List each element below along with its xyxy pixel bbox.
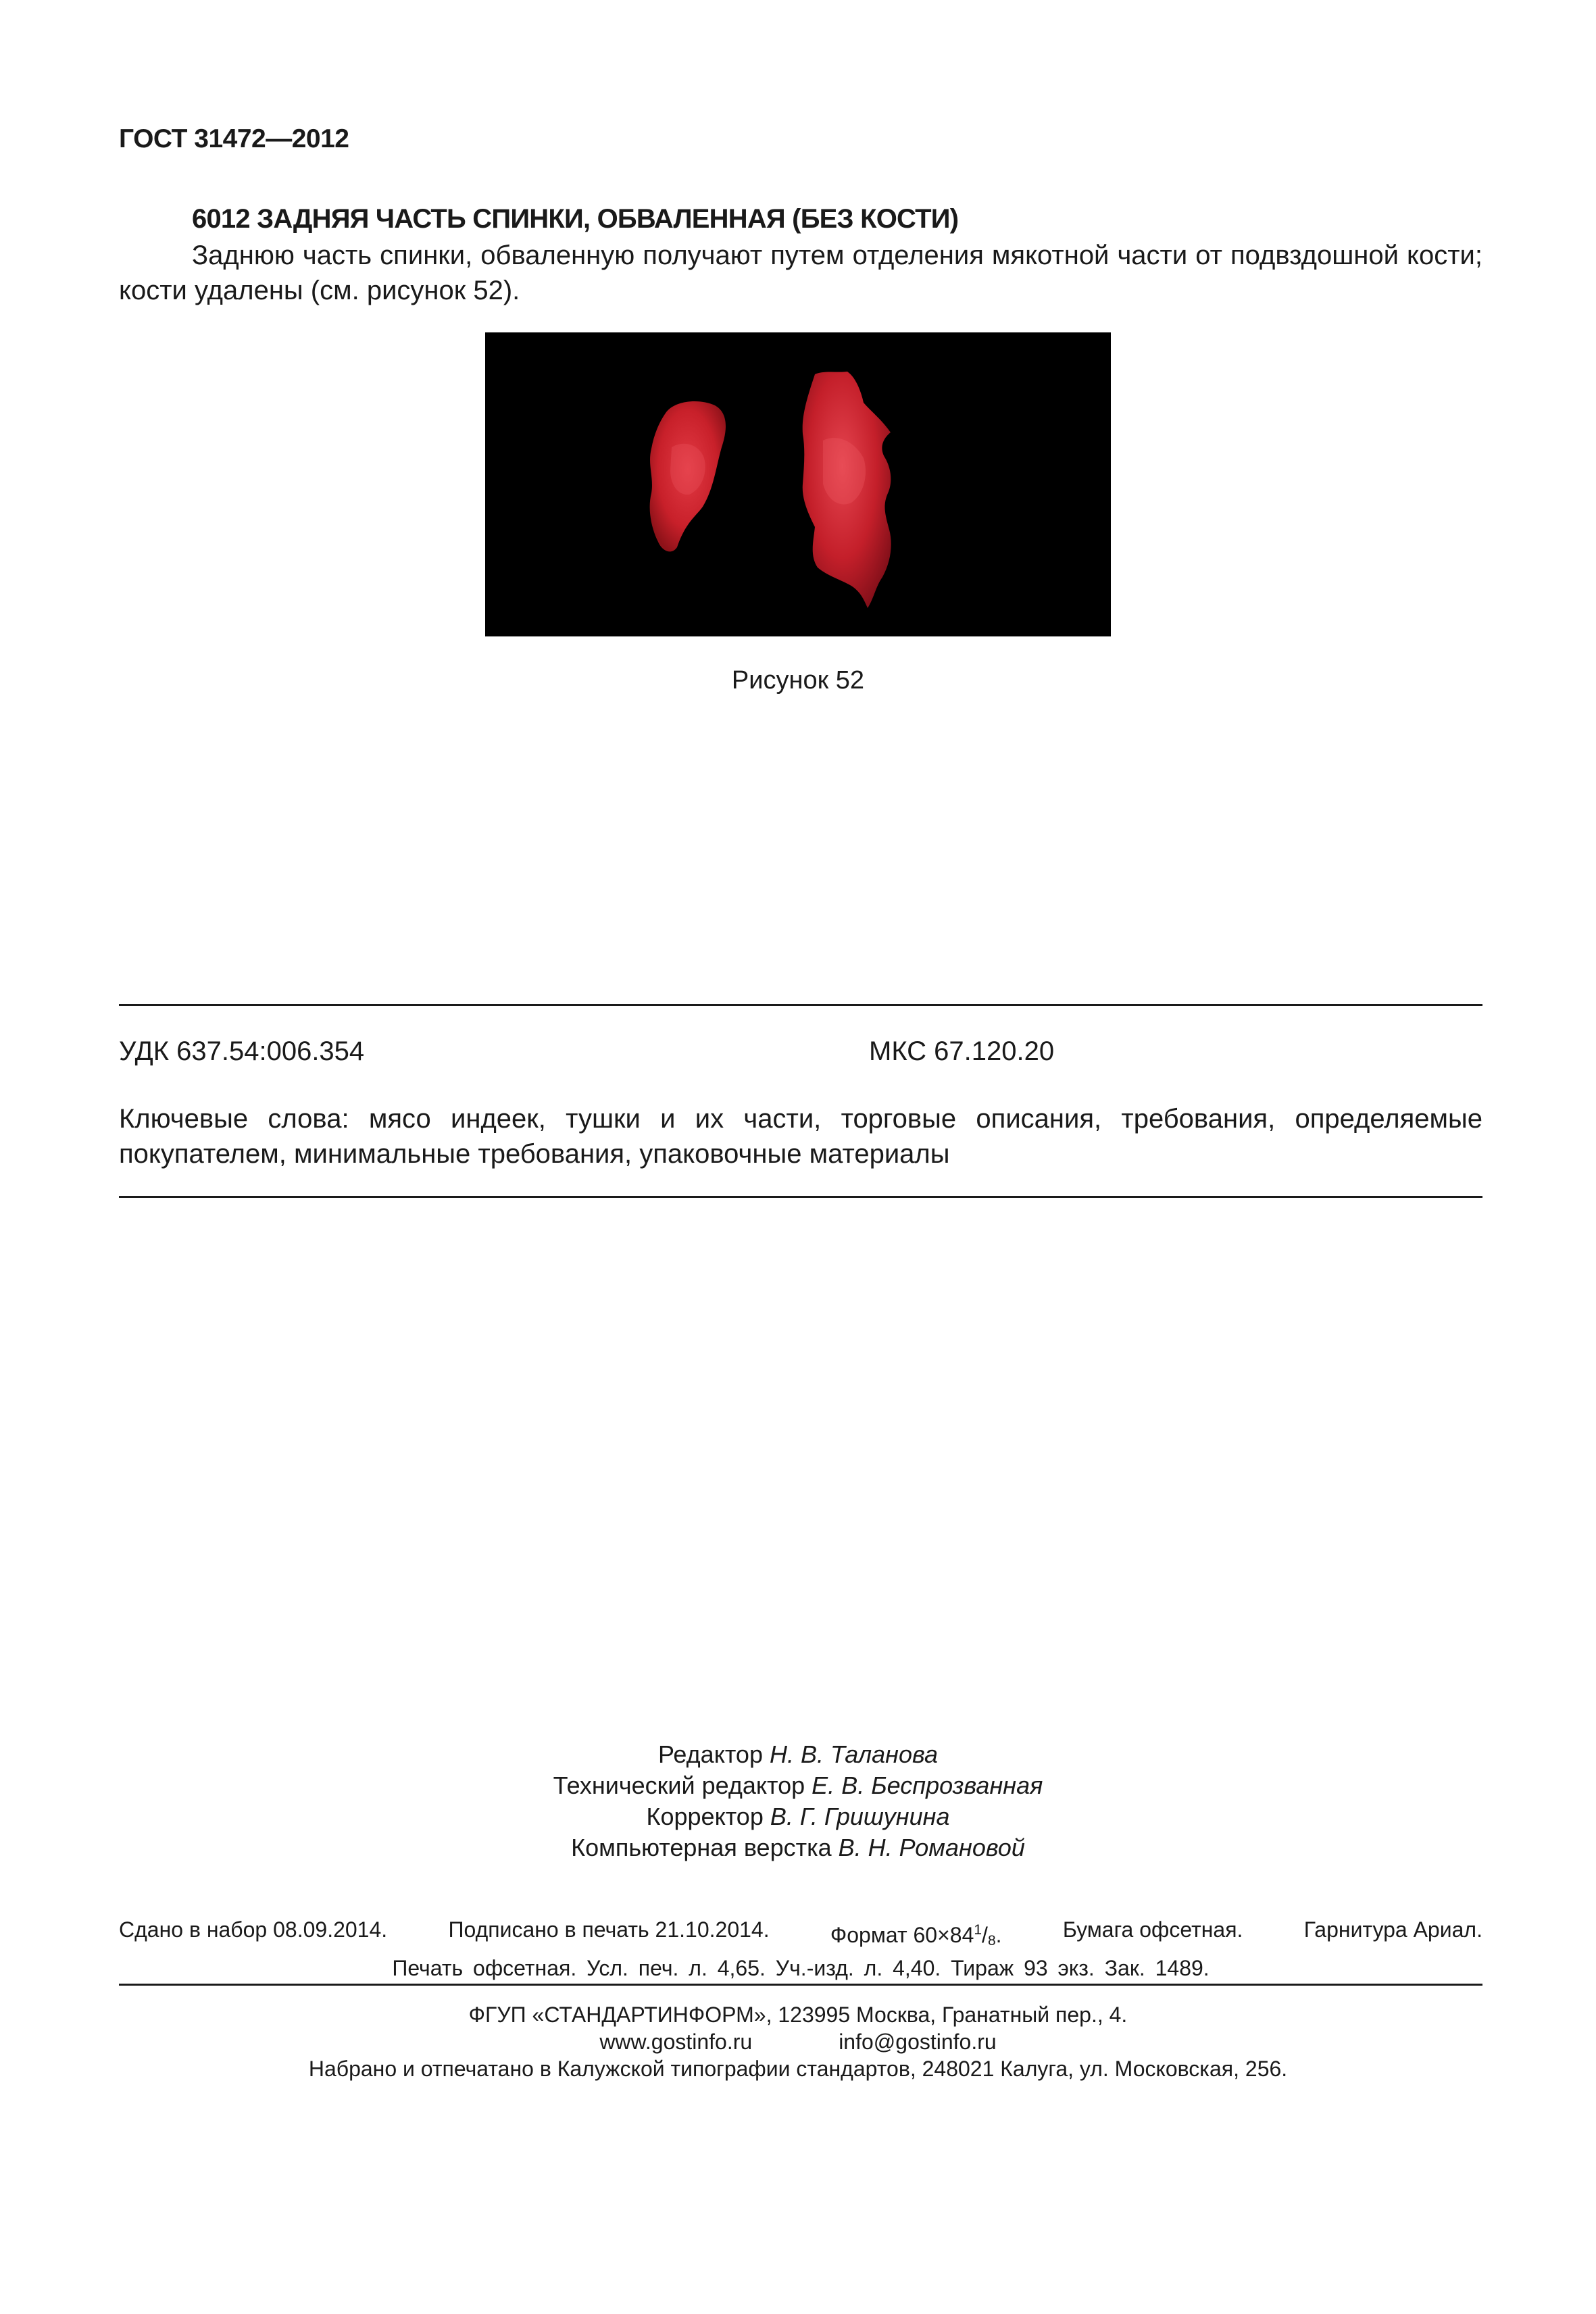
divider-keywords (119, 1196, 1482, 1198)
document-id: ГОСТ 31472—2012 (119, 124, 349, 153)
imprint-line-1 (119, 1916, 1482, 1955)
udk-code: УДК 637.54:006.354 (119, 1036, 365, 1066)
keywords: Ключевые слова: мясо индеек, тушки и их части, торговые описания, требования, определяемые покупателем, минимальные требования, упаковочные материалы (119, 1104, 1482, 1169)
imprint-paper: Бумага офсетная. (1062, 1917, 1243, 1942)
publisher-email-link[interactable]: info@gostinfo.ru (839, 2030, 997, 2054)
imprint-block (119, 1916, 1482, 1982)
credit-line (0, 1739, 1596, 1770)
credits-block (0, 1739, 1596, 1863)
imprint-font: Гарнитура Ариал. (1303, 1917, 1482, 1942)
section-title: 6012 ЗАДНЯЯ ЧАСТЬ СПИНКИ, ОБВАЛЕННАЯ (БЕЗ КОСТИ) (192, 204, 959, 234)
divider-top (119, 1004, 1482, 1006)
credit-role: Технический редактор (553, 1771, 805, 1799)
credit-person: В. Г. Гришунина (770, 1803, 950, 1830)
publisher-printer: Набрано и отпечатано в Калужской типографии стандартов, 248021 Калуга, ул. Московская, 256. (308, 2057, 1288, 2081)
credit-person: Н. В. Таланова (769, 1740, 938, 1768)
section-body-text: Заднюю часть спинки, обваленную получают путем отделения мякотной части от подвздошной кости; кости удалены (см. рисунок 52). (119, 241, 1482, 305)
publisher-website-link[interactable]: www.gostinfo.ru (599, 2030, 753, 2054)
imprint-sdano: Сдано в набор 08.09.2014. (119, 1917, 388, 1942)
credit-line (0, 1832, 1596, 1863)
credit-line (0, 1801, 1596, 1832)
imprint-line-2: Печать офсетная. Усл. печ. л. 4,65. Уч.-изд. л. 4,40. Тираж 93 экз. Зак. 1489. (392, 1956, 1210, 1980)
figure-photo (485, 332, 1111, 636)
section-body (119, 238, 1482, 308)
credit-person: В. Н. Романовой (838, 1834, 1025, 1861)
credit-person: Е. В. Беспрозванная (812, 1771, 1043, 1799)
publisher-contacts (0, 2028, 1596, 2055)
divider-imprint (119, 1984, 1482, 1986)
credit-role: Редактор (658, 1740, 763, 1768)
figure-caption: Рисунок 52 (731, 666, 865, 695)
imprint-format: Формат $60\times 84^1/_8$. (830, 1922, 1002, 1948)
publisher-address: ФГУП «СТАНДАРТИНФОРМ», 123995 Москва, Гранатный пер., 4. (468, 2003, 1128, 2027)
mks-code: МКС 67.120.20 (869, 1036, 1055, 1066)
meat-photo-image (485, 332, 1111, 636)
credit-line (0, 1770, 1596, 1801)
imprint-podpisano: Подписано в печать 21.10.2014. (448, 1917, 770, 1942)
credit-role: Корректор (646, 1803, 764, 1830)
photo-background (485, 332, 1111, 636)
publisher-block (0, 2001, 1596, 2082)
credit-role: Компьютерная верстка (571, 1834, 832, 1861)
